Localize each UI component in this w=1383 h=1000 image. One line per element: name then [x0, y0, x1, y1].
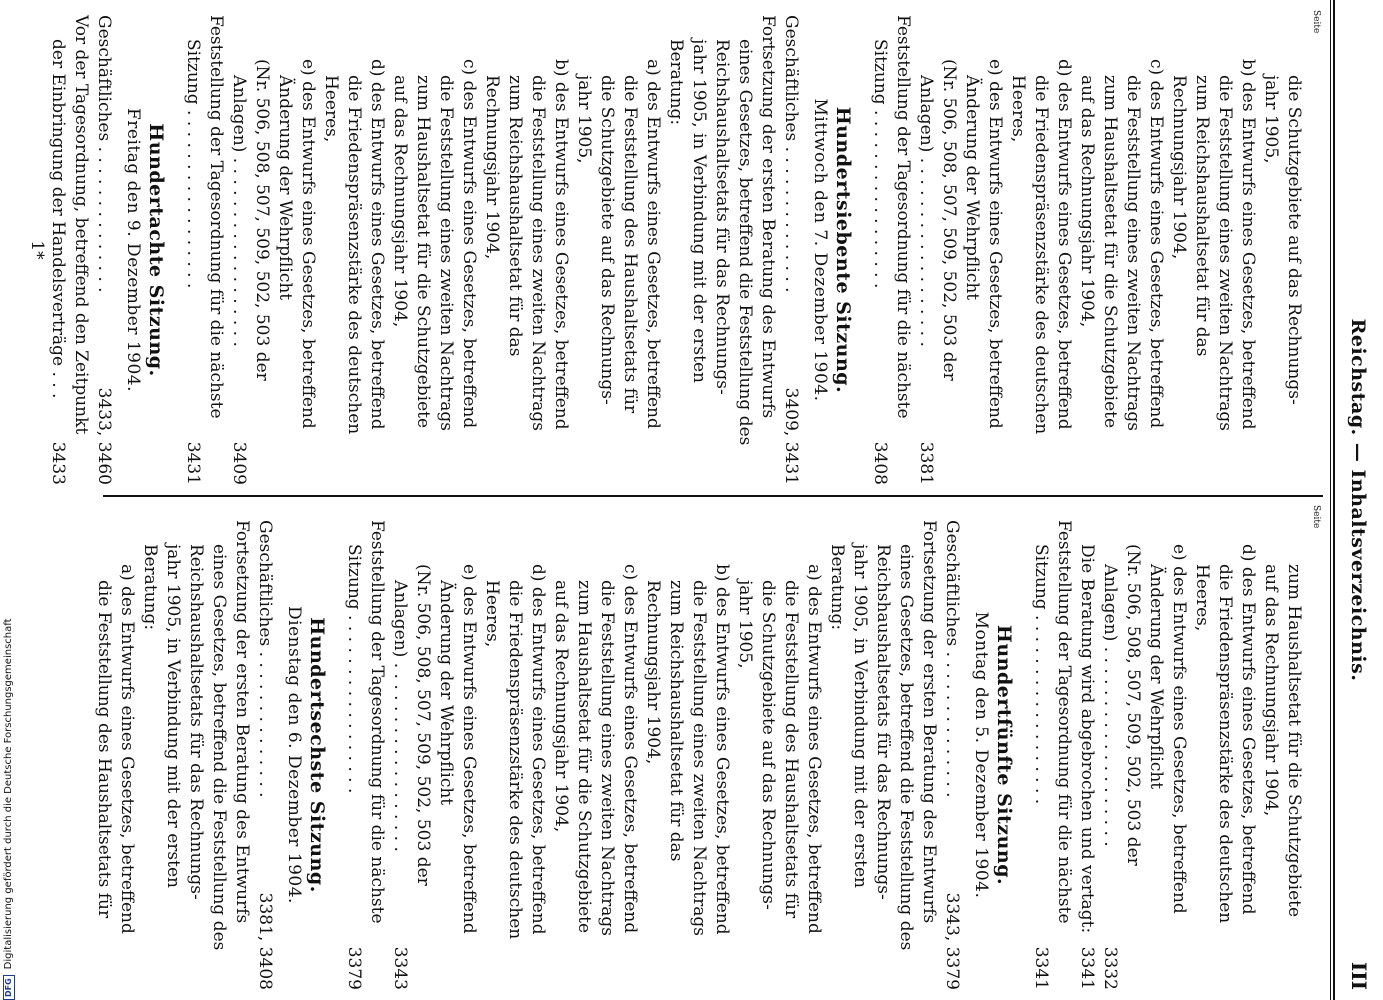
toc-entry-page: 3431 — [183, 441, 203, 485]
toc-entry — [595, 520, 618, 990]
toc-entry-text: b) des Entwurfs eines Gesetzes, betreffend — [551, 59, 571, 430]
toc-entry — [296, 15, 319, 485]
toc-entry — [595, 15, 618, 485]
right-continuation — [868, 15, 1305, 485]
toc-entry-text: Vor der Tagesordnung, betreffend den Zeitpunkt — [71, 15, 91, 435]
toc-entry-text: Anlagen) . . . . . . . . . . . . . . . . . . . — [1100, 564, 1120, 847]
toc-entry-text: e) des Entwurfs eines Gesetzes, betreffend — [298, 59, 318, 429]
left-continuation — [1029, 520, 1305, 990]
toc-entry-text: die Feststellung eines zweiten Nachtrags — [436, 75, 456, 432]
toc-entry-page: 3409 — [229, 441, 249, 485]
toc-entry — [641, 520, 664, 990]
toc-entry — [115, 520, 138, 990]
toc-entry-text: jahr 1905, in Verbindung mit der ersten — [850, 544, 870, 889]
toc-entry — [756, 520, 779, 990]
toc-entry-text: e) des Entwurfs eines Gesetzes, betreffend — [459, 564, 479, 934]
toc-entry — [664, 15, 687, 485]
toc-entry-text: Anlagen) . . . . . . . . . . . . . . . . . . — [229, 75, 249, 347]
page-number: III — [1347, 961, 1371, 990]
left-column — [92, 520, 1305, 990]
toc-entry — [733, 520, 756, 990]
toc-entry-text: Feststellung der Tagesordnung für die nächste — [893, 15, 913, 419]
toc-entry-text: die Feststellung eines zweiten Nachtrags — [1215, 75, 1235, 432]
session-date: Montag den 5. Dezember 1904. — [971, 611, 991, 899]
toc-entry — [710, 520, 733, 990]
toc-entry-text: Beratung: — [140, 544, 160, 631]
toc-entry — [69, 15, 92, 485]
toc-entry-text: Feststellung der Tagesordnung für die nächste — [206, 15, 226, 419]
toc-entry — [664, 520, 687, 990]
toc-entry-text: c) des Entwurfs eines Gesetzes, betreffend — [1146, 59, 1166, 429]
toc-entry — [365, 15, 388, 485]
toc-entry — [480, 15, 503, 485]
toc-entry-page: 3381, 3408 — [255, 892, 275, 990]
toc-entry-text: zum Haushaltsetat für die Schutzgebiete — [1100, 75, 1120, 429]
toc-entry — [756, 15, 779, 485]
toc-entry — [914, 15, 937, 485]
toc-entry — [894, 520, 917, 990]
session-entries — [46, 15, 115, 485]
toc-entry — [434, 15, 457, 485]
toc-entry — [342, 520, 365, 990]
toc-entry-page: 3409, 3431 — [781, 387, 801, 485]
session-date: Mittwoch den 7. Dezember 1904. — [810, 98, 830, 402]
toc-entry — [618, 15, 641, 485]
toc-entry-text: Fortsetzung der ersten Beratung des Entwurfs — [919, 520, 939, 924]
toc-entry — [388, 15, 411, 485]
toc-entry-text: zum Reichshaushaltsetat für das — [666, 580, 686, 862]
toc-entry-text: a) des Entwurfs eines Gesetzes, betreffend — [643, 59, 663, 429]
toc-entry — [940, 520, 963, 990]
session-entries — [342, 520, 963, 990]
toc-entry-text: (Nr. 506, 508, 507, 509, 502, 503 der — [252, 59, 272, 381]
toc-entry — [434, 520, 457, 990]
toc-entry-text: Anlagen) . . . . . . . . . . . . . . . . . . — [390, 580, 410, 852]
toc-entry — [207, 520, 230, 990]
toc-entry-text: b) des Entwurfs eines Gesetzes, betreffend — [712, 564, 732, 935]
toc-entry-text: jahr 1905, in Verbindung mit der ersten — [689, 39, 709, 384]
toc-entry-text: Sitzung . . . . . . . . . . . . . . . . . — [183, 39, 203, 289]
toc-entry — [618, 520, 641, 990]
toc-entry — [1259, 520, 1282, 990]
toc-entry — [365, 520, 388, 990]
toc-entry-text: Heeres, — [482, 580, 502, 648]
toc-entry-text: auf das Rechnungsjahr 1904, — [551, 580, 571, 833]
toc-entry — [457, 520, 480, 990]
toc-entry — [204, 15, 227, 485]
toc-entry-text: die Feststellung des Haushaltsetats für — [620, 75, 640, 414]
toc-entry — [503, 520, 526, 990]
toc-entry — [549, 520, 572, 990]
toc-entry-text: jahr 1905, — [1261, 75, 1281, 164]
toc-entry-text: auf das Rechnungsjahr 1904, — [1261, 564, 1281, 817]
toc-entry — [1190, 15, 1213, 485]
toc-entry-text: Anlagen) . . . . . . . . . . . . . . . . . . — [916, 75, 936, 347]
toc-entry — [273, 15, 296, 485]
toc-entry — [250, 15, 273, 485]
toc-entry-text: zum Haushaltsetat für die Schutzgebiete — [413, 75, 433, 429]
header-rule-thin — [1330, 0, 1331, 1000]
toc-entry-text: Fortsetzung der ersten Beratung des Entwurfs — [758, 15, 778, 419]
toc-entry — [1236, 520, 1259, 990]
toc-entry-text: zum Haushaltsetat für die Schutzgebiete — [574, 580, 594, 934]
toc-entry-text: Beratung: — [666, 39, 686, 126]
toc-entry-text: a) des Entwurfs eines Gesetzes, betreffend — [117, 564, 137, 934]
toc-entry-text: d) des Entwurfs eines Gesetzes, betreffend — [1238, 544, 1258, 915]
toc-entry-page: 3379 — [344, 946, 364, 990]
toc-entry — [1006, 15, 1029, 485]
toc-entry-text: (Nr. 506, 508, 507, 509, 502, 503 der — [939, 59, 959, 381]
toc-entry-text: Heeres, — [1192, 564, 1212, 632]
toc-entry-text: die Feststellung eines zweiten Nachtrags — [528, 75, 548, 432]
toc-entry-text: Fortsetzung der ersten Beratung des Entwurfs — [232, 520, 252, 924]
session-date: Dienstag den 6. Dezember 1904. — [284, 606, 304, 904]
toc-entry — [960, 15, 983, 485]
toc-entry — [319, 15, 342, 485]
toc-entry — [1144, 15, 1167, 485]
toc-entry — [687, 15, 710, 485]
toc-entry-page: 3343 — [390, 946, 410, 990]
toc-entry-text: Reichshaushaltsetats für das Rechnungs- — [712, 39, 732, 395]
toc-entry-text: Geschäftliches . . . . . . . . . . . . . . — [94, 15, 114, 293]
toc-entry-text: die Friedenspräsenzstärke des deutschen — [1215, 564, 1235, 924]
toc-entry-text: a) des Entwurfs eines Gesetzes, betreffend — [804, 564, 824, 934]
toc-entry-text: d) des Entwurfs eines Gesetzes, betreffend — [367, 59, 387, 430]
toc-entry-page: 3341 — [1077, 946, 1097, 990]
toc-entry — [1029, 15, 1052, 485]
toc-entry — [1259, 15, 1282, 485]
toc-entry — [983, 15, 1006, 485]
session-heading: Hundertsiebente Sitzung. — [832, 106, 854, 394]
toc-entry-text: auf das Rechnungsjahr 1904, — [390, 75, 410, 328]
toc-entry — [480, 520, 503, 990]
toc-entry — [572, 520, 595, 990]
toc-entry — [1213, 15, 1236, 485]
toc-entry-page: 3332 — [1100, 946, 1120, 990]
toc-entry — [1282, 520, 1305, 990]
toc-entry-text: Geschäftliches . . . . . . . . . . . . . . — [781, 15, 801, 293]
toc-entry — [1236, 15, 1259, 485]
toc-entry-text: Änderung der Wehrpflicht — [275, 75, 295, 301]
toc-entry-text: zum Reichshaushaltsetat für das — [505, 75, 525, 357]
toc-entry-page: 3381 — [916, 441, 936, 485]
toc-entry-text: Reichshaushaltsetats für das Rechnungs- — [186, 544, 206, 900]
toc-entry — [868, 15, 891, 485]
toc-entry-text: b) des Entwurfs eines Gesetzes, betreffend — [1238, 59, 1258, 430]
toc-entry — [848, 520, 871, 990]
toc-entry — [457, 15, 480, 485]
toc-entry-text: der Einbringung der Handelsverträge . . . — [48, 39, 68, 399]
toc-entry — [779, 15, 802, 485]
session-entries — [92, 520, 276, 990]
toc-entry — [891, 15, 914, 485]
toc-entry-text: eines Gesetzes, betreffend die Feststellung des — [896, 544, 916, 951]
toc-entry — [411, 520, 434, 990]
toc-entry-text: Änderung der Wehrpflicht — [962, 75, 982, 301]
toc-entry-text: Sitzung . . . . . . . . . . . . . . . . . . — [1031, 544, 1051, 805]
toc-entry-text: die Feststellung des Haushaltsetats für — [781, 580, 801, 919]
toc-entry-text: Geschäftliches . . . . . . . . . . . . . . — [255, 520, 275, 798]
toc-entry — [733, 15, 756, 485]
toc-entry — [1075, 520, 1098, 990]
toc-entry — [937, 15, 960, 485]
session-date: Freitag den 9. Dezember 1904. — [123, 107, 143, 393]
toc-entry-text: e) des Entwurfs eines Gesetzes, betreffend — [985, 59, 1005, 429]
toc-entry-text: zum Haushaltsetat für die Schutzgebiete — [1284, 564, 1304, 918]
toc-entry-text: c) des Entwurfs eines Gesetzes, betreffend — [620, 564, 640, 934]
toc-entry — [1282, 15, 1305, 485]
toc-entry-page: 3433, 3460 — [94, 387, 114, 485]
toc-entry — [227, 15, 250, 485]
dfg-logo: DFG — [3, 975, 15, 1000]
toc-entry-text: die Schutzgebiete auf das Rechnungs- — [758, 580, 778, 910]
running-head-title: Reichstag. — Inhaltsverzeichnis. — [1347, 318, 1369, 682]
toc-entry-text: d) des Entwurfs eines Gesetzes, betreffend — [528, 564, 548, 935]
toc-entry-text: Die Beratung wird abgebrochen und vertagt: — [1077, 544, 1097, 934]
toc-entry-page: 3408 — [870, 441, 890, 485]
seite-label-left-column: Seite — [1311, 505, 1321, 529]
toc-entry — [1029, 520, 1052, 990]
toc-entry — [825, 520, 848, 990]
toc-entry-text: die Feststellung des Haushaltsetats für — [94, 580, 114, 919]
toc-entry — [687, 520, 710, 990]
toc-entry-text: jahr 1905, — [735, 580, 755, 669]
toc-entry-text: Rechnungsjahr 1904, — [643, 580, 663, 765]
toc-entry-page: 3343, 3379 — [942, 892, 962, 990]
toc-entry-text: die Friedenspräsenzstärke des deutschen — [344, 75, 364, 435]
header-rule — [1333, 0, 1335, 1000]
toc-entry — [92, 15, 115, 485]
toc-entry — [641, 15, 664, 485]
toc-entry-text: auf das Rechnungsjahr 1904, — [1077, 75, 1097, 328]
toc-entry — [802, 520, 825, 990]
signature-mark: 1* — [27, 240, 47, 260]
toc-entry — [181, 15, 204, 485]
toc-entry-text: eines Gesetzes, betreffend die Feststellung des — [735, 39, 755, 446]
toc-entry — [92, 520, 115, 990]
seite-label-right-column: Seite — [1311, 10, 1321, 34]
toc-entry — [1121, 520, 1144, 990]
right-column — [25, 15, 1305, 485]
toc-entry-text: (Nr. 506, 508, 507, 509, 502, 503 der — [413, 564, 433, 886]
toc-entry-text: die Feststellung eines zweiten Nachtrags — [689, 580, 709, 937]
toc-entry-page: 3341 — [1031, 946, 1051, 990]
toc-entry — [230, 520, 253, 990]
toc-entry-text: Änderung der Wehrpflicht — [436, 580, 456, 806]
toc-entry — [1167, 15, 1190, 485]
toc-entry-text: Geschäftliches . . . . . . . . . . . . . . — [942, 520, 962, 798]
toc-entry-text: d) des Entwurfs eines Gesetzes, betreffend — [1054, 59, 1074, 430]
toc-entry — [779, 520, 802, 990]
toc-entry — [1075, 15, 1098, 485]
toc-entry — [161, 520, 184, 990]
toc-entry-text: eines Gesetzes, betreffend die Feststellung des — [209, 544, 229, 951]
session-entries — [181, 15, 802, 485]
toc-entry — [917, 520, 940, 990]
toc-entry-text: c) des Entwurfs eines Gesetzes, betreffend — [459, 59, 479, 429]
toc-entry — [1052, 15, 1075, 485]
toc-entry-text: jahr 1905, in Verbindung mit der ersten — [163, 544, 183, 889]
toc-entry — [342, 15, 365, 485]
toc-entry — [138, 520, 161, 990]
toc-entry-text: Heeres, — [1008, 75, 1028, 143]
running-head — [1343, 0, 1373, 1000]
toc-entry — [1098, 520, 1121, 990]
toc-entry-text: Änderung der Wehrpflicht — [1146, 564, 1166, 790]
toc-entry — [526, 15, 549, 485]
toc-entry — [1190, 520, 1213, 990]
toc-entry-text: Sitzung . . . . . . . . . . . . . . . . . — [344, 544, 364, 794]
toc-entry — [526, 520, 549, 990]
toc-entry-text: die Schutzgebiete auf das Rechnungs- — [597, 75, 617, 405]
toc-entry — [503, 15, 526, 485]
toc-entry-text: jahr 1905, — [574, 75, 594, 164]
toc-entry — [710, 15, 733, 485]
toc-entry — [253, 520, 276, 990]
toc-entry-text: die Friedenspräsenzstärke des deutschen — [505, 580, 525, 940]
toc-entry-text: die Feststellung eines zweiten Nachtrags — [1123, 75, 1143, 432]
toc-entry — [1052, 520, 1075, 990]
toc-entry — [871, 520, 894, 990]
toc-entry-text: die Feststellung eines zweiten Nachtrags — [597, 580, 617, 937]
toc-entry — [1144, 520, 1167, 990]
toc-entry-text: Reichshaushaltsetats für das Rechnungs- — [873, 544, 893, 900]
toc-entry-text: Feststellung der Tagesordnung für die nächste — [367, 520, 387, 924]
toc-entry-text: Feststellung der Tagesordnung für die nächste — [1054, 520, 1074, 924]
toc-entry — [572, 15, 595, 485]
toc-entry — [1167, 520, 1190, 990]
toc-entry-text: (Nr. 506, 508, 507, 509, 502, 503 der — [1123, 544, 1143, 866]
column-divider — [103, 495, 1323, 497]
toc-entry — [1121, 15, 1144, 485]
toc-entry-text: Beratung: — [827, 544, 847, 631]
session-heading: Hundertachte Sitzung. — [145, 123, 167, 377]
toc-entry — [411, 15, 434, 485]
digitization-footer — [0, 0, 18, 1000]
toc-entry-page: 3433 — [48, 441, 68, 485]
session-heading: Hundertsechste Sitzung. — [306, 617, 328, 893]
toc-entry — [184, 520, 207, 990]
digitization-credit: Digitalisierung gefördert durch die Deutsche Forschungsgemeinschaft — [3, 618, 14, 970]
toc-entry — [549, 15, 572, 485]
toc-entry — [1098, 15, 1121, 485]
toc-entry-text: Sitzung . . . . . . . . . . . . . . . . . — [870, 39, 890, 289]
toc-entry — [1213, 520, 1236, 990]
toc-entry-text: zum Reichshaushaltsetat für das — [1192, 75, 1212, 357]
toc-entry — [388, 520, 411, 990]
toc-entry — [46, 15, 69, 485]
toc-entry-text: Rechnungsjahr 1904, — [482, 75, 502, 260]
toc-entry-text: die Friedenspräsenzstärke des deutschen — [1031, 75, 1051, 435]
toc-entry-text: die Schutzgebiete auf das Rechnungs- — [1284, 75, 1304, 405]
toc-entry-text: e) des Entwurfs eines Gesetzes, betreffend — [1169, 544, 1189, 914]
rotated-page — [27, 0, 1383, 1000]
session-heading: Hundertfünfte Sitzung. — [993, 624, 1015, 886]
toc-entry-text: Rechnungsjahr 1904, — [1169, 75, 1189, 260]
toc-entry-text: Heeres, — [321, 75, 341, 143]
